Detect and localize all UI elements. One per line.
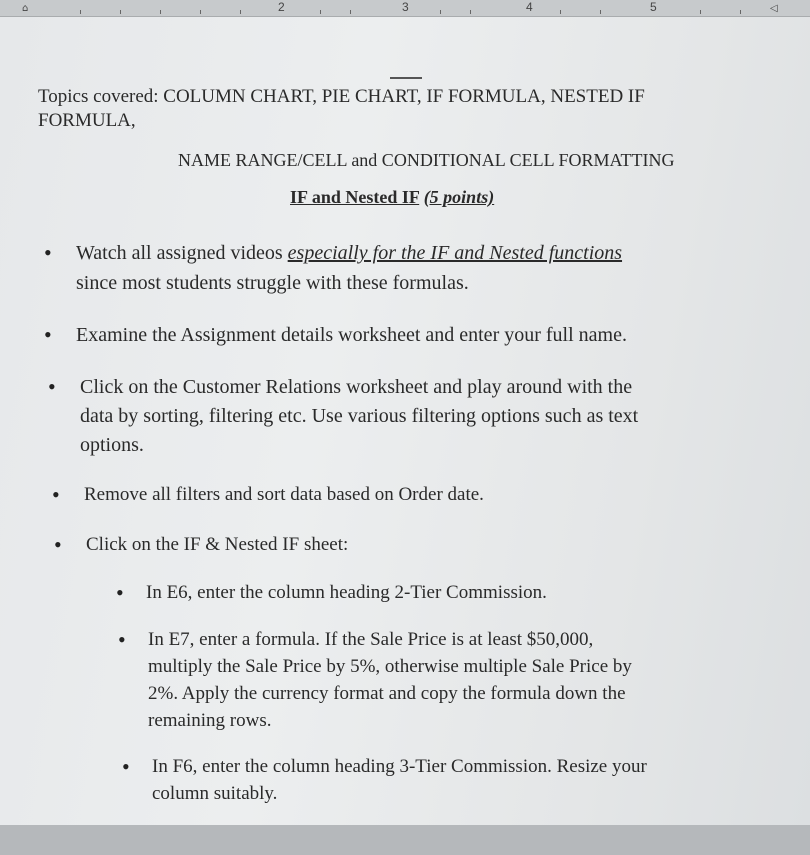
ruler-mark: 5 [650, 0, 657, 14]
sub-bullet-item: In E7, enter a formula. If the Sale Price is at least $50,000, [148, 629, 594, 650]
section-heading-title: IF and Nested IF [290, 187, 420, 207]
sub-bullet-icon: • [122, 754, 130, 779]
name-range-line: NAME RANGE/CELL and CONDITIONAL CELL FORMATTING [178, 150, 675, 170]
sub-bullet-text-cont: 2%. Apply the currency format and copy the formula down the [148, 683, 626, 704]
bullet-icon: • [44, 322, 52, 347]
ruler-mark: 2 [278, 0, 285, 14]
right-indent-marker-icon[interactable]: ◁ [770, 3, 778, 14]
section-heading [290, 185, 494, 209]
bullet-item: Remove all filters and sort data based on Order date. [84, 484, 484, 505]
bullet-icon: • [48, 374, 56, 399]
emphasis-text: especially for the IF and Nested functions [287, 242, 623, 264]
topics-line-cont: FORMULA, [38, 110, 136, 131]
bullet-icon: • [44, 240, 52, 265]
sub-bullet-text-cont: column suitably. [152, 783, 278, 804]
bullet-text: Watch all assigned videos [76, 242, 288, 264]
bullet-item: Click on the Customer Relations worksheet and play around with the [80, 376, 633, 398]
bullet-text-cont: data by sorting, filtering etc. Use various filtering options such as text [80, 405, 639, 427]
indent-marker-icon[interactable]: ⌂ [22, 3, 29, 14]
sub-bullet-icon: • [118, 627, 126, 652]
bullet-text-cont: since most students struggle with these formulas. [76, 272, 469, 294]
bullet-item: Examine the Assignment details worksheet and enter your full name. [76, 324, 627, 346]
divider [390, 77, 422, 79]
sub-bullet-text-cont: remaining rows. [148, 710, 272, 731]
bullet-item: Click on the IF & Nested IF sheet: [86, 534, 349, 555]
document-page[interactable] [0, 17, 810, 825]
ruler-mark: 3 [402, 0, 409, 14]
topics-line: Topics covered: COLUMN CHART, PIE CHART, IF FORMULA, NESTED IF [38, 86, 645, 107]
sub-bullet-item: In E6, enter the column heading 2-Tier Commission. [146, 582, 547, 603]
bullet-icon: • [52, 482, 60, 507]
sub-bullet-icon: • [116, 580, 124, 605]
bottom-edge [0, 825, 810, 855]
bullet-icon: • [54, 532, 62, 557]
ruler-mark: 4 [526, 0, 533, 14]
ruler [0, 0, 810, 17]
sub-bullet-text-cont: multiply the Sale Price by 5%, otherwise multiple Sale Price by [148, 656, 632, 677]
bullet-text-cont: options. [80, 434, 144, 456]
bullet-item [76, 241, 622, 265]
section-heading-points: (5 points) [423, 187, 495, 207]
sub-bullet-item: In F6, enter the column heading 3-Tier Commission. Resize your [152, 756, 647, 777]
